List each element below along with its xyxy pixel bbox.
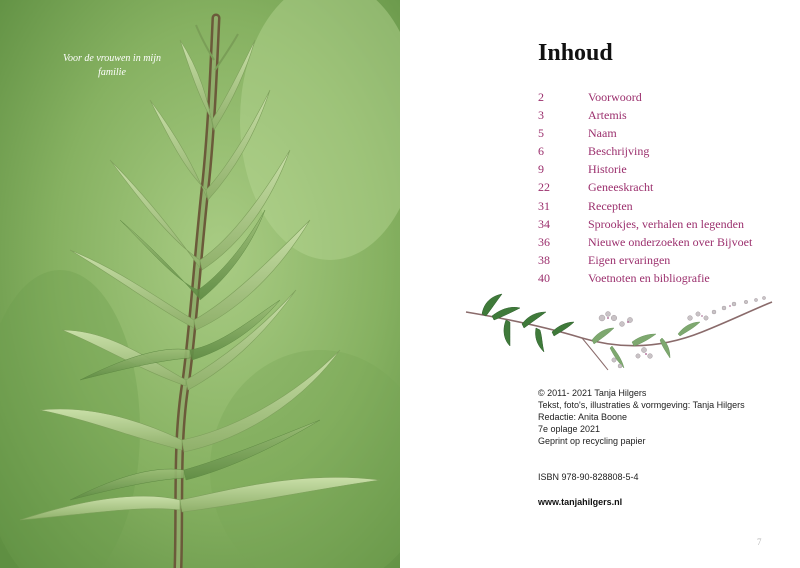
toc-entry[interactable] xyxy=(538,198,752,216)
toc-entry[interactable] xyxy=(538,216,752,234)
toc-entry[interactable] xyxy=(538,107,752,125)
toc-page-number: 34 xyxy=(538,216,550,231)
toc-page-number: 3 xyxy=(538,108,544,123)
toc-page-number: 40 xyxy=(538,270,550,285)
toc-entry[interactable] xyxy=(538,179,752,197)
toc-chapter-title: Historie xyxy=(588,162,627,177)
isbn: ISBN 978-90-828808-5-4 xyxy=(538,472,639,482)
table-of-contents xyxy=(538,89,752,288)
dedication-text: Voor de vrouwen in mijn familie xyxy=(63,53,161,78)
toc-chapter-title: Recepten xyxy=(588,198,633,213)
editor-line: Redactie: Anita Boone xyxy=(538,412,628,422)
toc-entry[interactable] xyxy=(538,161,752,179)
print-note-line: Geprint op recycling papier xyxy=(538,436,646,446)
toc-entry[interactable] xyxy=(538,125,752,143)
edition-line: 7e oplage 2021 xyxy=(538,424,601,434)
mugwort-branch-illustration xyxy=(462,288,776,378)
toc-entry[interactable] xyxy=(538,270,752,288)
toc-chapter-title: Voorwoord xyxy=(588,90,642,104)
toc-entry[interactable] xyxy=(538,234,752,252)
page-number: 7 xyxy=(757,537,762,547)
toc-page-number: 22 xyxy=(538,180,550,195)
right-page-contents xyxy=(400,0,800,568)
toc-entry[interactable] xyxy=(538,252,752,270)
toc-page-number: 5 xyxy=(538,126,544,141)
toc-chapter-title: Nieuwe onderzoeken over Bijvoet xyxy=(588,234,753,249)
toc-chapter-title: Sprookjes, verhalen en legenden xyxy=(588,216,744,231)
toc-page-number: 36 xyxy=(538,234,550,249)
toc-entry[interactable] xyxy=(538,143,752,161)
toc-heading: Inhoud xyxy=(538,40,613,66)
toc-page-number: 2 xyxy=(538,90,544,104)
toc-chapter-title: Beschrijving xyxy=(588,144,650,159)
credits-line: Tekst, foto's, illustraties & vormgeving: Tanja Hilgers xyxy=(538,400,745,410)
toc-page-number: 6 xyxy=(538,144,544,159)
toc-chapter-title: Geneeskracht xyxy=(588,180,654,195)
colophon xyxy=(538,387,745,447)
website-link[interactable]: www.tanjahilgers.nl xyxy=(538,497,623,507)
copyright-line: © 2011- 2021 Tanja Hilgers xyxy=(538,388,647,398)
toc-chapter-title: Voetnoten en bibliografie xyxy=(588,270,710,285)
toc-entry[interactable] xyxy=(538,89,752,107)
toc-page-number: 9 xyxy=(538,162,544,177)
toc-chapter-title: Eigen ervaringen xyxy=(588,252,671,267)
toc-chapter-title: Naam xyxy=(588,126,617,141)
toc-page-number: 38 xyxy=(538,252,550,267)
toc-chapter-title: Artemis xyxy=(588,108,627,123)
toc-page-number: 31 xyxy=(538,198,550,213)
